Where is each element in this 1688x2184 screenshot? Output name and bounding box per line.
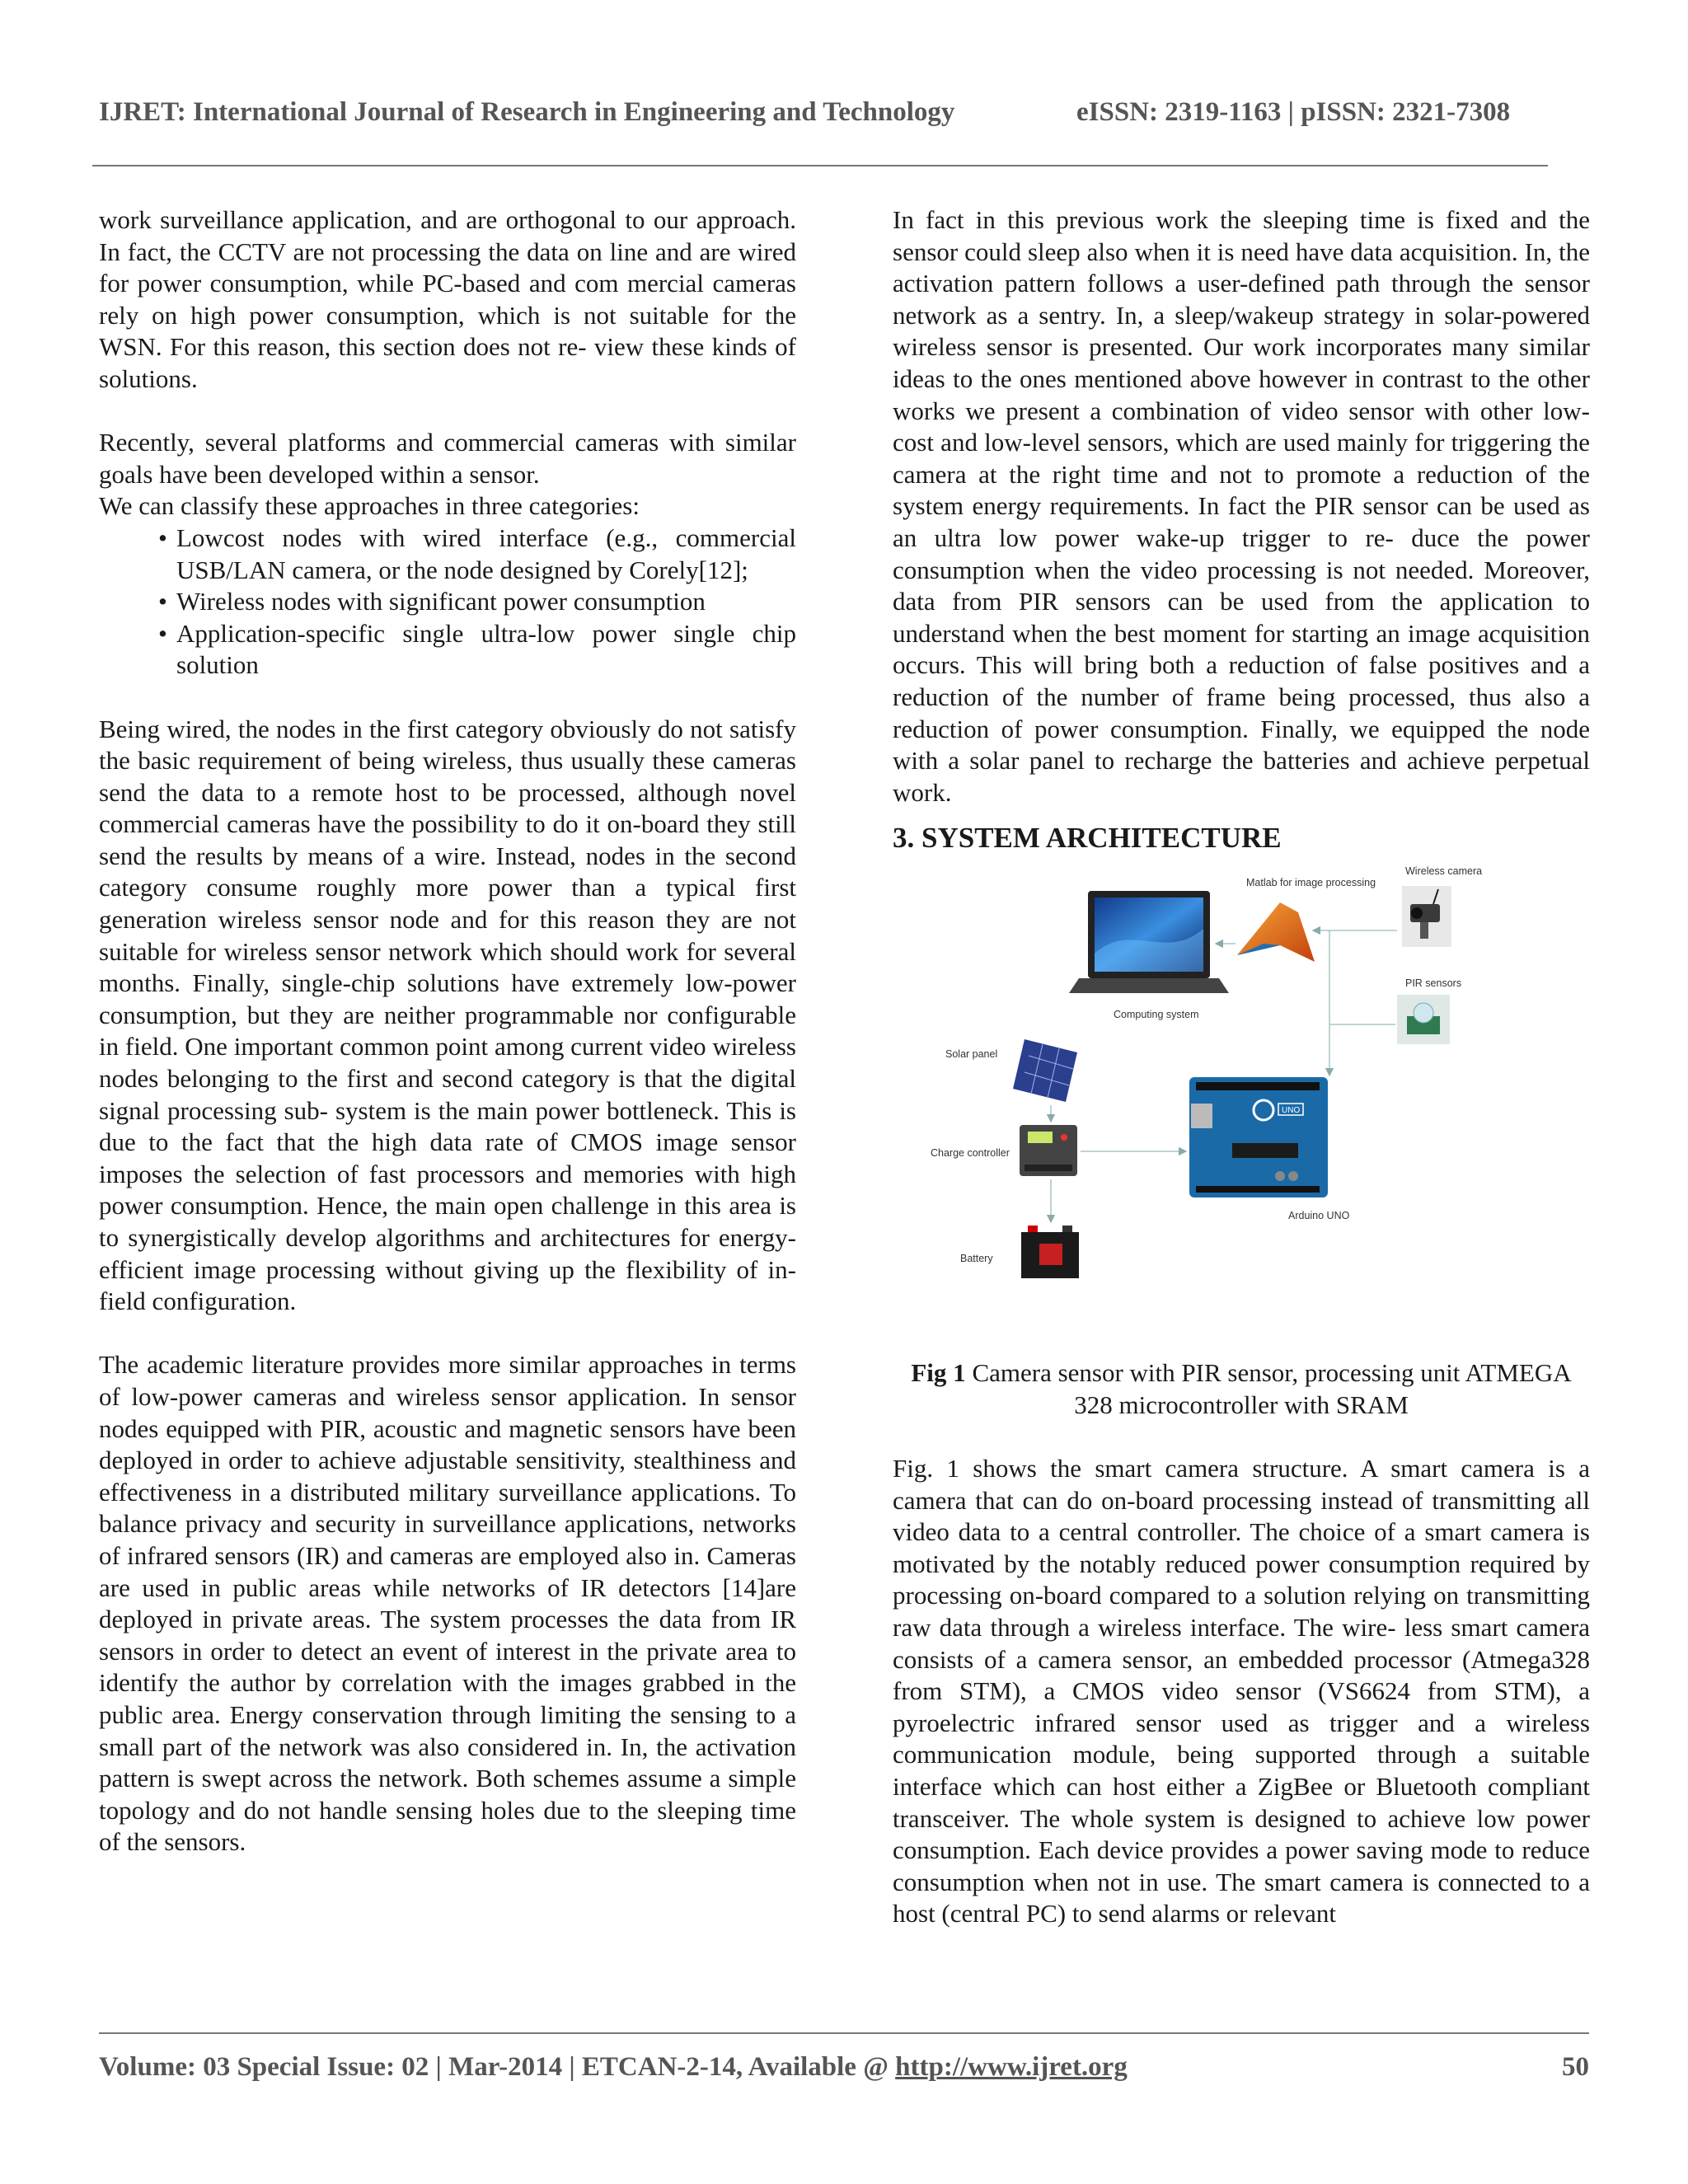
- charge-controller-icon: [1020, 1125, 1077, 1176]
- solar-panel-icon: [1013, 1039, 1077, 1102]
- page-footer: [99, 2052, 1589, 2088]
- system-architecture-figure: [893, 863, 1590, 1357]
- architecture-diagram: [893, 863, 1590, 1357]
- arduino-label: Arduino UNO: [1288, 1210, 1350, 1222]
- list-item: • Application-specific single ultra-low power single chip solution: [158, 618, 796, 682]
- pir-sensor-icon: [1397, 995, 1450, 1044]
- arduino-board-icon: [1189, 1077, 1328, 1197]
- header-rule: [92, 165, 1548, 166]
- left-column: [99, 204, 796, 1858]
- list-item: • Wireless nodes with significant power consumption: [158, 586, 796, 618]
- paragraph: Recently, several platforms and commercial cameras with similar goals have been developed within a sensor.: [99, 428, 796, 489]
- journal-title: IJRET: International Journal of Research in Engineering and Technology: [99, 97, 955, 127]
- pir-sensors-label: PIR sensors: [1405, 977, 1462, 990]
- paragraph: Fig. 1 shows the smart camera structure. A smart camera is a camera that can do on-board processing instead of transmitting all video data to a central controller. The choice of a smart camera is motivated by the notably reduced power consumption required by processing on-board compared to a solution relying on transmitting raw data through a wireless interface. The wire- less smart camera consists of a camera sensor, an embedded processor (Atmega328 from STM), a CMOS video sensor (VS6624 from STM), a pyroelectric infrared sensor used as trigger and a wireless communication module, being supported through a suitable interface which can host either a ZigBee or Bluetooth compliant transceiver. The whole system is designed to achieve low power consumption. Each device provides a power saving mode to reduce consumption when not in use. The smart camera is connected to a host (central PC) to send alarms or relevant: [893, 1454, 1590, 1929]
- uno-chip-label: UNO: [1282, 1106, 1301, 1116]
- paragraph: work surveillance application, and are orthogonal to our approach. In fact, the CCTV are not processing the data on line and are wired for power consumption, while PC-based and com mercial cameras rely on high power consumption, which is not suitable for the WSN. For this reason, this section does not re- view these kinds of solutions.: [99, 205, 796, 393]
- footer-text: Volume: 03 Special Issue: 02 | Mar-2014 | ETCAN-2-14, Available @: [99, 2052, 896, 2082]
- caption-text: Camera sensor with PIR sensor, processing unit ATMEGA 328 microcontroller with SRAM: [965, 1358, 1572, 1419]
- paragraph: Being wired, the nodes in the first category obviously do not satisfy the basic requirement of being wireless, thus usually these cameras send the data to a remote host to be processed, although novel commercial cameras have the possibility to do it on-board they still send the results by means of a wire. Instead, nodes in the second category consume roughly more power than a typical first generation wireless sensor node and for this reason they are not suitable for wireless sensor network which should work for several months. Finally, single-chip solutions have extremely low-power consumption, but they are neither programmable nor configurable in field. One important common point among current video wireless nodes belonging to the first and second category is that the digital signal processing sub- system is the main power bottleneck. This is due to the fact that the high data rate of CMOS image sensor imposes the selection of fast processors and memories with high power consumption. Hence, the main open challenge in this area is to synergistically develop algorithms and architectures for energy-efficient image processing without giving up the flexibility of in-field configuration.: [99, 714, 796, 1316]
- computing-system-label: Computing system: [1114, 1009, 1199, 1021]
- paragraph: The academic literature provides more similar approaches in terms of low-power cameras and wireless sensor application. In sensor nodes equipped with PIR, acoustic and magnetic sensors have been deployed in order to achieve adjustable sensitivity, stealthiness and effectiveness in a distributed military surveillance applications. To balance privacy and security in surveillance applications, networks of infrared sensors (IR) and cameras are employed also in. Cameras are used in public areas while networks of IR detectors [14]are deployed in private areas. The system processes the data from IR sensors in order to detect an event of interest in the private area to identify the author by correlation with the images grabbed in the public area. Energy conservation through limiting the sensing to a small part of the network was also considered in. In, the activation pattern is swept across the network. Both schemes assume a simple topology and do not handle sensing holes due to the sleeping time of the sensors.: [99, 1350, 796, 1857]
- right-column: [893, 204, 1590, 1930]
- paragraph: In fact in this previous work the sleeping time is fixed and the sensor could sleep also when it is need have data acquisition. In, the activation pattern follows a user-defined path through the sensor network as a sentry. In, a sleep/wakeup strategy in solar-powered wireless sensor is presented. Our work incorporates many similar ideas to the ones mentioned above however in contrast to the other works we present a combination of video sensor with other low-cost and low-level sensors, which are used mainly for triggering the camera at the right time and not to promote a reduction of the system energy requirements. In fact the PIR sensor can be used as an ultra low power wake-up trigger to re- duce the power consumption when the video processing is not needed. Moreover, data from PIR sensors can be used from the application to understand when the best moment for starting an image acquisition occurs. This will bring both a reduction of false positives and a reduction of the number of frame being processed, thus also a reduction of power consumption. Finally, we equipped the node with a solar panel to recharge the batteries and achieve perpetual work.: [893, 205, 1590, 807]
- matlab-label: Matlab for image processing: [1246, 877, 1376, 889]
- footer-rule: [99, 2032, 1589, 2034]
- battery-icon: [1021, 1226, 1079, 1278]
- caption-label: Fig 1: [911, 1358, 966, 1388]
- list-item: • Lowcost nodes with wired interface (e.g., commercial USB/LAN camera, or the node designed by Corely[12];: [158, 523, 796, 586]
- charge-controller-label: Charge controller: [931, 1147, 1010, 1160]
- solar-panel-label: Solar panel: [945, 1048, 998, 1061]
- battery-label: Battery: [960, 1253, 993, 1265]
- wireless-camera-icon: [1402, 886, 1451, 947]
- issn-numbers: eISSN: 2319-1163 | pISSN: 2321-7308: [1076, 97, 1511, 127]
- category-list: [99, 523, 796, 682]
- page-header: [99, 97, 1550, 135]
- section-heading: 3. SYSTEM ARCHITECTURE: [893, 822, 1282, 855]
- matlab-icon: [1237, 902, 1315, 962]
- page-number: 50: [1562, 2052, 1589, 2082]
- wireless-camera-label: Wireless camera: [1405, 865, 1483, 878]
- laptop-icon: [1069, 891, 1229, 993]
- journal-link[interactable]: http://www.ijret.org: [895, 2052, 1128, 2082]
- figure-caption: [893, 1357, 1590, 1421]
- paragraph: We can classify these approaches in three categories:: [99, 491, 640, 521]
